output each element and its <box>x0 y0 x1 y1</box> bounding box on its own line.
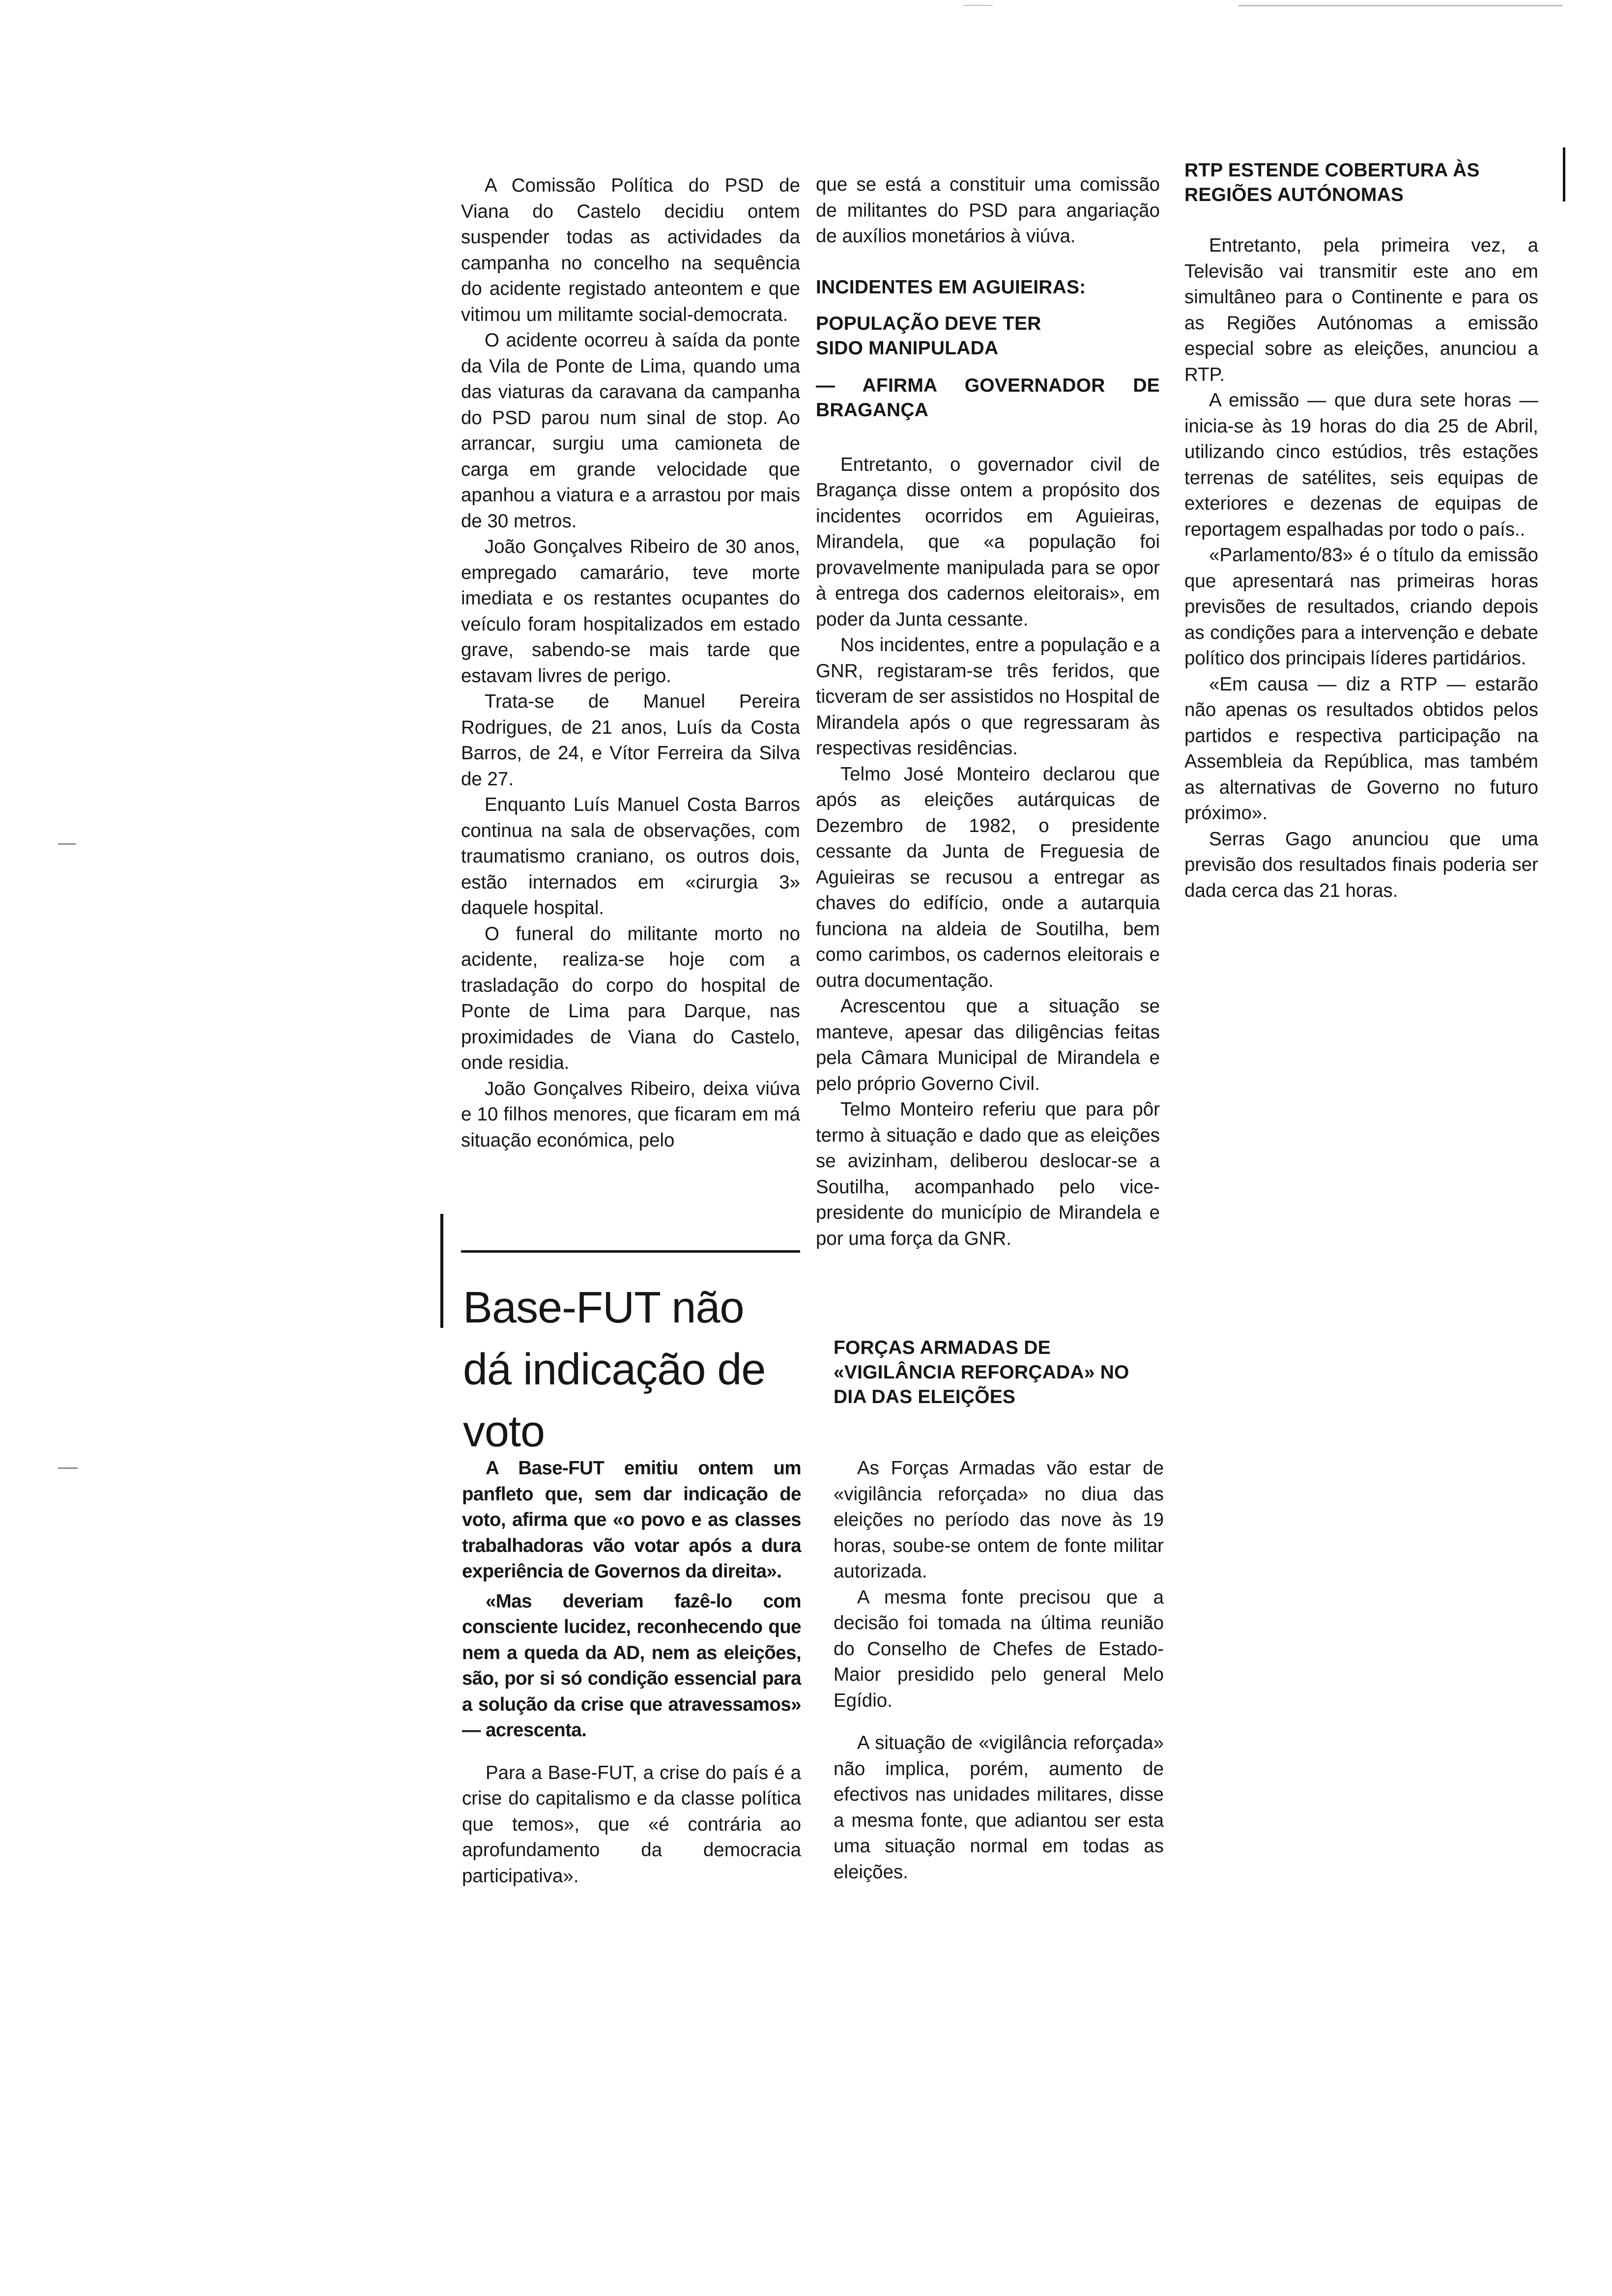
paragraph: O funeral do militante morto no acidente, realiza-se hoje com a trasladação do corpo do hospital de Ponte de Lima para Darque, nas proximidades de Viana do Castelo, onde residia. <box>461 923 800 1073</box>
headline-main: POPULAÇÃO DEVE TER SIDO MANIPULADA <box>816 313 1041 359</box>
paragraph: João Gonçalves Ribeiro de 30 anos, empregado camarário, teve morte imediata e os restantes ocupantes do veículo foram hospitalizados em estado grave, sabendo-se mais tarde que estavam livres de perigo. <box>461 536 800 687</box>
paragraph: que se está a constituir uma comissão de militantes do PSD para angariação de auxílios monetários à viúva. <box>816 174 1160 247</box>
paragraph: Serras Gago anunciou que uma previsão dos resultados finais poderia ser dada cerca das 21 horas. <box>1184 828 1538 901</box>
article-forcas-body <box>834 1456 1164 1885</box>
paragraph: Entretanto, o governador civil de Bragança disse ontem a propósito dos incidentes ocorridos em Aguieiras, Mirandela, que «a população foi provavelmente manipulada para se opor à entrega dos cadernos eleitorais», em poder da Junta cessante. <box>816 454 1160 630</box>
paragraph: Trata-se de Manuel Pereira Rodrigues, de 21 anos, Luís da Costa Barros, de 24, e Vítor Ferreira da Silva de 27. <box>461 691 800 790</box>
paragraph: Telmo Monteiro referiu que para pôr termo à situação e dado que as eleições se avizinham, deliberou deslocar-se a Soutilha, acompanhado pelo vice-presidente do município de Mirandela e por uma força da GNR. <box>816 1099 1160 1249</box>
continuation-text <box>816 172 1160 250</box>
paragraph: O acidente ocorreu à saída da ponte da Vila de Ponte de Lima, quando uma das viaturas da caravana da campanha do PSD parou num sinal de stop. Ao arrancar, surgiu uma camioneta de carga em grande velocidade que apanhou a viatura e a arrastou por mais de 30 metros. <box>461 330 800 532</box>
paragraph: A emissão — que dura sete horas — inicia-se às 19 horas do dia 25 de Abril, utilizando cinco estúdios, três estações terrenas de satélites, seis equipas de exteriores e dezenas de equipas de reportagem espalhadas por todo o país.. <box>1184 390 1538 540</box>
paragraph: «Mas deveriam fazê-lo com consciente lucidez, reconhecendo que nem a queda da AD, nem as eleições, são, por si só condição essencial para a solução da crise que atravessamos» — acrescenta. <box>462 1590 801 1741</box>
article-basefut <box>462 1456 801 1889</box>
headline-basefut: Base-FUT não dá indicação de voto <box>463 1283 766 1456</box>
headline-kicker: INCIDENTES EM AGUIEIRAS: <box>816 276 1086 298</box>
article-aguieiras <box>816 452 1160 1252</box>
headline-forcas: FORÇAS ARMADAS DE «VIGILÂNCIA REFORÇADA» NO DIA DAS ELEIÇÕES <box>834 1337 1129 1407</box>
column-middle <box>816 172 1160 1252</box>
paragraph: A Base-FUT emitiu ontem um panfleto que, sem dar indicação de voto, afirma que «o povo e as classes trabalhadoras vão votar após a dura experiência de Governos da direita». <box>462 1458 801 1582</box>
headline-aguieiras <box>816 275 1160 423</box>
paragraph: Entretanto, pela primeira vez, a Televisão vai transmitir este ano em simultâneo para o Continente e para os as Regiões Autónomas a emissão especial sobre as eleições, anunciou a RTP. <box>1184 235 1538 385</box>
paragraph: Para a Base-FUT, a crise do país é a crise do capitalismo e da classe política que temos», que «é contrária ao aprofundamento da democracia participativa». <box>462 1762 801 1887</box>
paragraph: João Gonçalves Ribeiro, deixa viúva e 10 filhos menores, que ficaram em má situação económica, pelo <box>461 1078 800 1151</box>
article-forcas-armadas <box>834 1336 1164 1885</box>
paragraph: Acrescentou que a situação se manteve, apesar das diligências feitas pela Câmara Municipal de Mirandela e pelo próprio Governo Civil. <box>816 996 1160 1094</box>
column-rule <box>1563 147 1565 201</box>
article-rtp-body <box>1184 233 1538 904</box>
paragraph: «Em causa — diz a RTP — estarão não apenas os resultados obtidos pelos partidos e respectiva participação na Assembleia da República, mas também as alternativas de Governo no futuro próximo». <box>1184 673 1538 824</box>
headline-rtp: RTP ESTENDE COBERTURA ÀS REGIÕES AUTÓNOMAS <box>1184 160 1480 205</box>
section-divider <box>461 1250 800 1253</box>
article-rtp <box>1184 158 1538 904</box>
paragraph: A Comissão Política do PSD de Viana do Castelo decidiu ontem suspender todas as actividades da campanha no concelho na sequência do acidente registado anteontem e que vitimou um militamte social-democrata. <box>461 175 800 325</box>
article-psd-viana <box>461 173 800 1153</box>
margin-rule <box>440 1214 443 1328</box>
paragraph: Nos incidentes, entre a população e a GNR, registaram-se três feridos, que ticveram de ser assistidos no Hospital de Mirandela após o que regressaram às respectivas residências. <box>816 634 1160 759</box>
paragraph: As Forças Armadas vão estar de «vigilância reforçada» no diua das eleições no período das nove às 19 horas, soube-se ontem de fonte militar autorizada. <box>834 1458 1164 1582</box>
paragraph: Telmo José Monteiro declarou que após as eleições autárquicas de Dezembro de 1982, o presidente cessante da Junta de Freguesia de Aguieiras se recusou a entregar as chaves do edifício, onde a autarquia funciona na aldeia de Soutilha, bem como carimbos, os cadernos eleitorais e outra documentação. <box>816 763 1160 991</box>
paragraph: A situação de «vigilância reforçada» não implica, porém, aumento de efectivos nas unidades militares, disse a mesma fonte, que adiantou ser esta uma situação normal em todas as eleições. <box>834 1732 1164 1883</box>
paragraph: «Parlamento/83» é o título da emissão que apresentará nas primeiras horas previsões de resultados, criando depois as condições para a intervenção e debate político dos principais líderes partidários. <box>1184 545 1538 669</box>
paragraph: A mesma fonte precisou que a decisão foi tomada na última reunião do Conselho de Chefes de Estado-Maior presidido pelo general Melo Egídio. <box>834 1586 1164 1711</box>
headline-sub: — AFIRMA GOVERNADOR DE BRAGANÇA <box>816 374 1160 421</box>
paragraph: Enquanto Luís Manuel Costa Barros continua na sala de observações, com traumatismo craniano, os outros dois, estão internados em «cirurgia 3» daquele hospital. <box>461 794 800 918</box>
